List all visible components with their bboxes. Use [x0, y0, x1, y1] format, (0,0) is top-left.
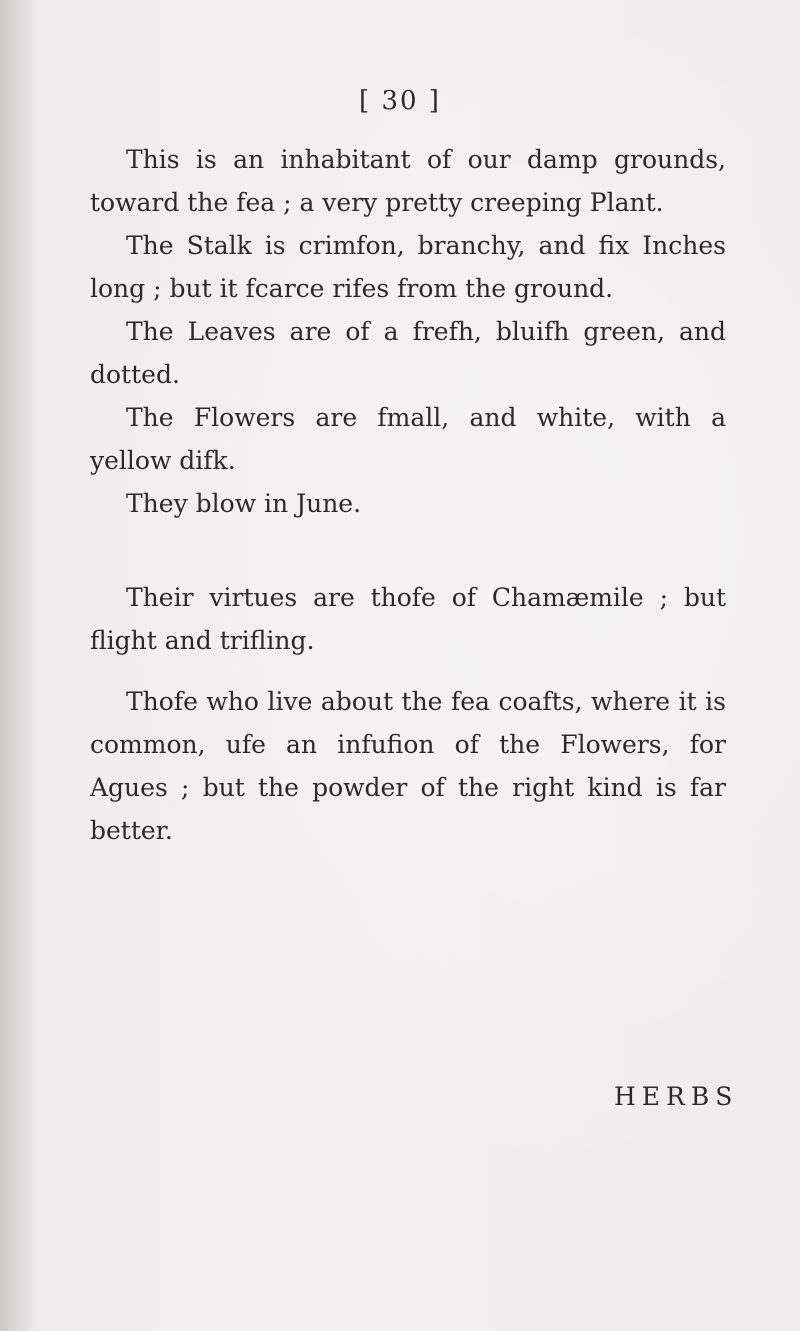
- paragraph-uses: Thofe who live about the fea coafts, where it is common, ufe an infufion of the Flowers, for Agues ; but the powder of the right kind is far better.: [90, 687, 726, 845]
- paragraph-habitat: This is an inhabitant of our damp grounds, toward the fea ; a very pretty creeping Plant.: [90, 145, 726, 217]
- paragraph-leaves: The Leaves are of a frefh, bluifh green, and dotted.: [90, 317, 726, 389]
- paragraph-virtues: Their virtues are thofe of Chamæmile ; but flight and trifling.: [90, 583, 726, 655]
- paragraph-blooming: They blow in June.: [126, 489, 362, 518]
- catchword: HERBS: [614, 1082, 739, 1111]
- paragraph-stalk: The Stalk is crimfon, branchy, and fix Inches long ; but it fcarce rifes from the ground.: [90, 231, 726, 303]
- paragraph-flowers: The Flowers are fmall, and white, with a yellow difk.: [90, 403, 726, 475]
- page-edge-shadow: [0, 0, 38, 1331]
- page-number: [ 30 ]: [359, 86, 441, 116]
